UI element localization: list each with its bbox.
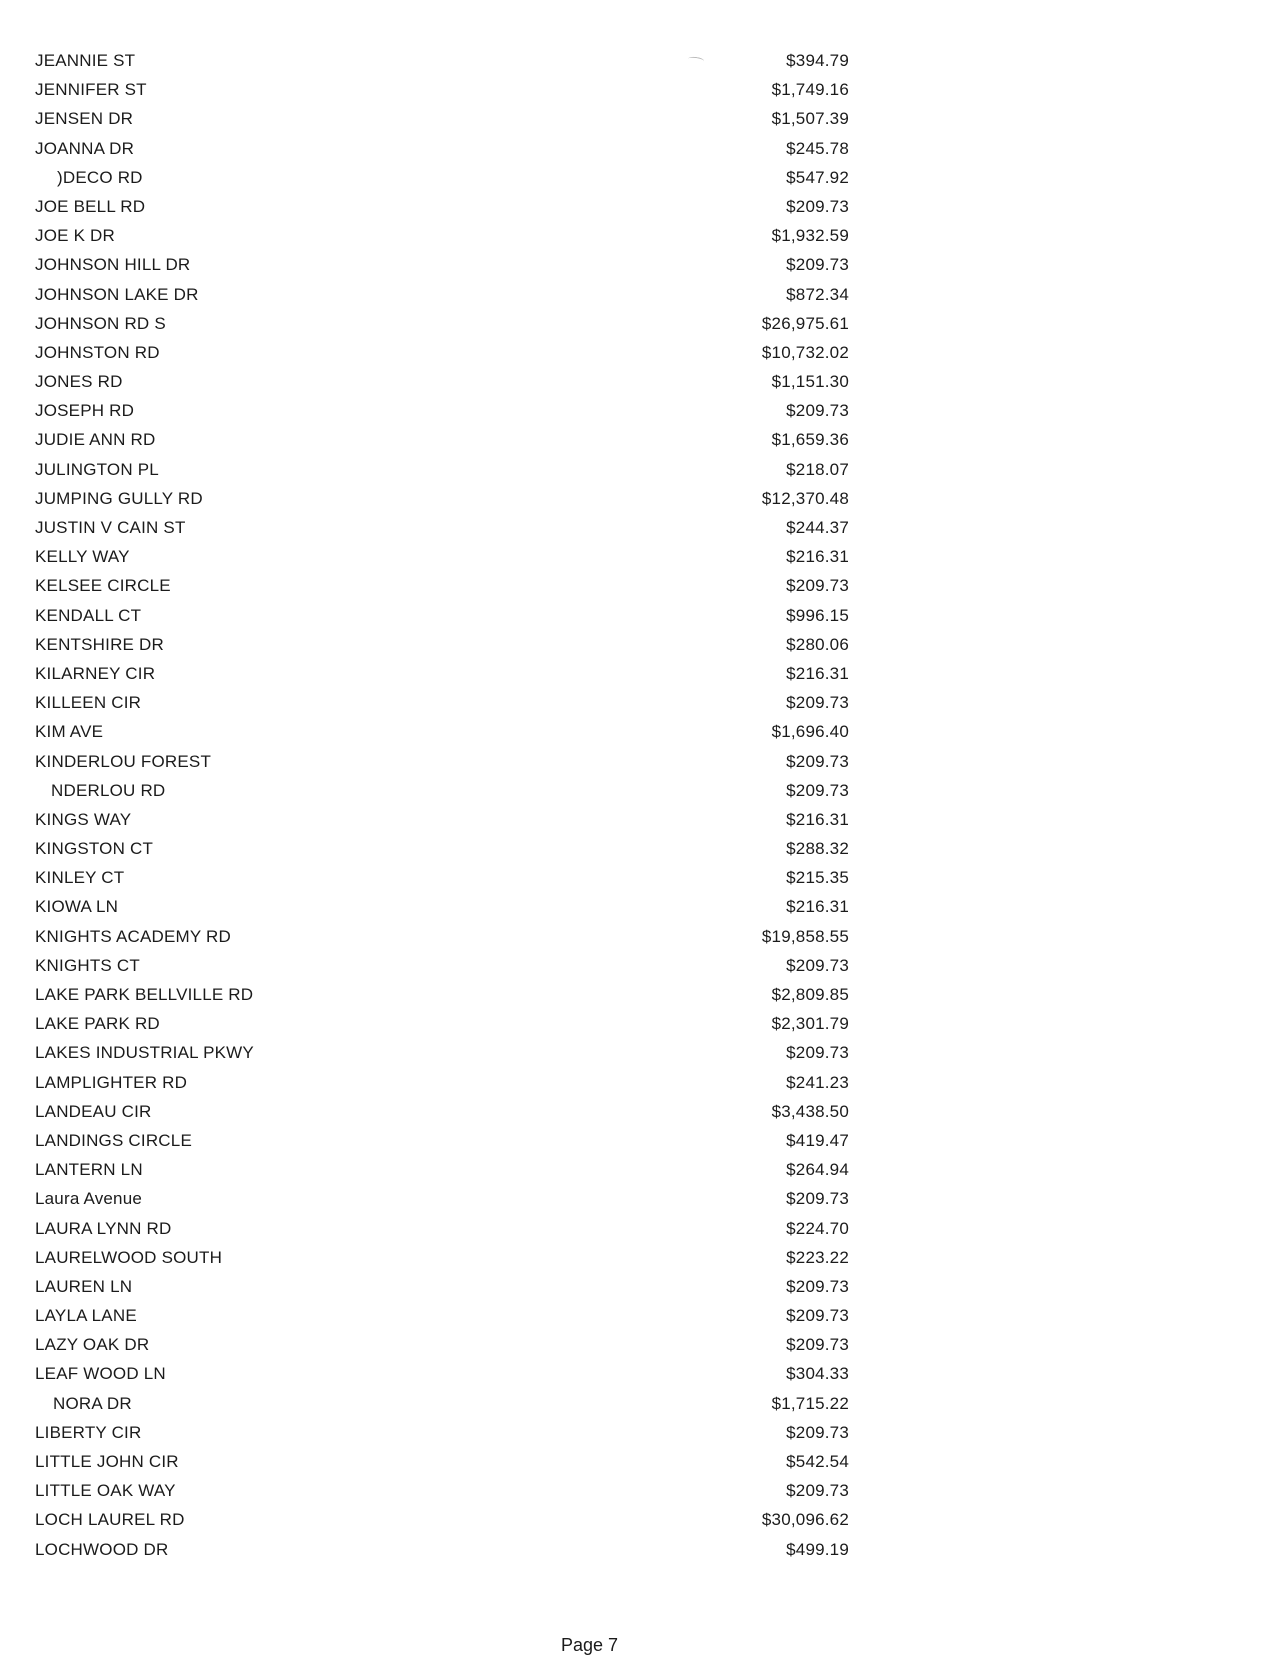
table-row: [35, 163, 849, 192]
amount-value: $209.73: [786, 1335, 849, 1355]
amount-value: $209.73: [786, 955, 849, 975]
amount-value: $10,732.02: [761, 342, 849, 362]
table-row: [35, 1476, 849, 1505]
amount-value: $209.73: [786, 751, 849, 771]
street-name: JOHNSON HILL DR: [35, 255, 191, 275]
table-row: [35, 1389, 849, 1418]
table-row: [35, 367, 849, 396]
table-row: [35, 776, 849, 805]
table-row: [35, 75, 849, 104]
amount-value: $288.32: [786, 839, 849, 859]
street-name: LEAF WOOD LN: [35, 1364, 166, 1384]
table-row: [35, 630, 849, 659]
table-row: [35, 1009, 849, 1038]
table-row: [35, 717, 849, 746]
table-row: [35, 1418, 849, 1447]
amount-value: $223.22: [786, 1247, 849, 1267]
table-row: [35, 338, 849, 367]
amount-value: $2,301.79: [771, 1014, 849, 1034]
street-name: JONES RD: [35, 372, 123, 392]
street-name: LANDEAU CIR: [35, 1101, 152, 1121]
street-name: LOCHWOOD DR: [35, 1539, 169, 1559]
table-row: [35, 1330, 849, 1359]
amount-value: $209.73: [786, 1481, 849, 1501]
street-amount-table: [35, 46, 849, 1564]
table-row: [35, 250, 849, 279]
table-row: [35, 1155, 849, 1184]
amount-value: $1,507.39: [771, 109, 849, 129]
table-row: [35, 484, 849, 513]
amount-value: $216.31: [786, 663, 849, 683]
street-name: LAURA LYNN RD: [35, 1218, 172, 1238]
amount-value: $19,858.55: [761, 926, 849, 946]
street-name: KELSEE CIRCLE: [35, 576, 171, 596]
table-row: [35, 1243, 849, 1272]
table-row: [35, 134, 849, 163]
street-name: LITTLE JOHN CIR: [35, 1452, 179, 1471]
street-name: JOE BELL RD: [35, 196, 146, 216]
street-name: LAKES INDUSTRIAL PKWY: [35, 1043, 254, 1063]
table-row: [35, 834, 849, 863]
page-number-footer: Page 7: [560, 1635, 619, 1655]
street-name: LAMPLIGHTER RD: [35, 1072, 188, 1092]
amount-value: $209.73: [786, 576, 849, 596]
amount-value: $542.54: [786, 1452, 849, 1471]
table-row: [35, 980, 849, 1009]
street-name: NDERLOU RD: [51, 780, 166, 800]
amount-value: $547.92: [786, 167, 849, 187]
amount-value: $30,096.62: [761, 1510, 849, 1530]
amount-value: $419.47: [786, 1130, 849, 1150]
street-name: KNIGHTS CT: [35, 955, 140, 975]
amount-value: $872.34: [786, 284, 849, 304]
amount-value: $1,749.16: [771, 80, 849, 100]
amount-value: $215.35: [786, 868, 849, 888]
table-row: [35, 396, 849, 425]
street-name: LAKE PARK BELLVILLE RD: [35, 985, 254, 1004]
street-name: KENDALL CT: [35, 605, 142, 625]
table-row: [35, 309, 849, 338]
table-row: [35, 863, 849, 892]
table-row: [35, 1214, 849, 1243]
street-name: KINGSTON CT: [35, 839, 154, 859]
amount-value: $1,151.30: [771, 372, 849, 392]
street-name: LAZY OAK DR: [35, 1335, 150, 1355]
street-name: KENTSHIRE DR: [35, 634, 164, 654]
table-row: [35, 951, 849, 980]
street-name: JUDIE ANN RD: [35, 430, 156, 450]
street-name: LAUREN LN: [35, 1276, 133, 1296]
street-name: JULINGTON PL: [35, 459, 159, 479]
street-name: KILLEEN CIR: [35, 693, 142, 713]
table-row: [35, 542, 849, 571]
street-name: JUMPING GULLY RD: [35, 488, 203, 508]
table-row: [35, 192, 849, 221]
amount-value: $996.15: [786, 605, 849, 625]
amount-value: $209.73: [786, 1043, 849, 1063]
street-name: JOANNA DR: [35, 138, 135, 158]
table-row: [35, 922, 849, 951]
street-name: NORA DR: [53, 1393, 132, 1413]
amount-value: $499.19: [786, 1539, 849, 1559]
street-name: JOSEPH RD: [35, 401, 135, 421]
table-row: [35, 1097, 849, 1126]
street-name: JOE K DR: [35, 226, 116, 246]
street-name: LAYLA LANE: [35, 1306, 137, 1326]
amount-value: $241.23: [786, 1072, 849, 1092]
table-row: [35, 221, 849, 250]
amount-value: $216.31: [786, 897, 849, 917]
table-row: [35, 805, 849, 834]
street-name: JOHNSTON RD: [35, 342, 160, 362]
amount-value: $209.73: [786, 1422, 849, 1442]
street-name: JEANNIE ST: [35, 51, 136, 70]
amount-value: $2,809.85: [771, 985, 849, 1004]
amount-value: $218.07: [786, 459, 849, 479]
table-row: [35, 1505, 849, 1534]
table-row: [35, 747, 849, 776]
street-name: JOHNSON LAKE DR: [35, 284, 199, 304]
amount-value: $1,659.36: [771, 430, 849, 450]
street-name: JENNIFER ST: [35, 80, 147, 100]
street-name: KINGS WAY: [35, 809, 132, 829]
amount-value: $224.70: [786, 1218, 849, 1238]
amount-value: $1,696.40: [771, 722, 849, 742]
street-name: KIM AVE: [35, 722, 104, 742]
table-row: [35, 601, 849, 630]
amount-value: $264.94: [786, 1160, 849, 1180]
street-name: LANDINGS CIRCLE: [35, 1130, 192, 1150]
table-row: [35, 1126, 849, 1155]
amount-value: $394.79: [786, 51, 849, 70]
street-name: LANTERN LN: [35, 1160, 143, 1180]
amount-value: $12,370.48: [761, 488, 849, 508]
table-row: [35, 1068, 849, 1097]
street-name: JUSTIN V CAIN ST: [35, 518, 186, 537]
street-name: KNIGHTS ACADEMY RD: [35, 926, 231, 946]
street-name: JOHNSON RD S: [35, 313, 166, 333]
street-name: LAKE PARK RD: [35, 1014, 160, 1034]
amount-value: $209.73: [786, 780, 849, 800]
amount-value: $209.73: [786, 255, 849, 275]
amount-value: $216.31: [786, 809, 849, 829]
amount-value: $245.78: [786, 138, 849, 158]
amount-value: $1,715.22: [771, 1393, 849, 1413]
amount-value: $209.73: [786, 196, 849, 216]
table-row: [35, 513, 849, 542]
amount-value: $26,975.61: [761, 313, 849, 333]
street-name: KELLY WAY: [35, 547, 130, 567]
street-name: KIOWA LN: [35, 897, 119, 917]
amount-value: $209.73: [786, 1306, 849, 1326]
street-name: KINLEY CT: [35, 868, 125, 888]
table-row: [35, 659, 849, 688]
street-name: Laura Avenue: [35, 1189, 143, 1209]
table-row: [35, 455, 849, 484]
table-row: [35, 1359, 849, 1388]
street-name: LIBERTY CIR: [35, 1422, 142, 1442]
amount-value: $216.31: [786, 547, 849, 567]
amount-value: $3,438.50: [771, 1101, 849, 1121]
amount-value: $209.73: [786, 1276, 849, 1296]
amount-value: $209.73: [786, 401, 849, 421]
amount-value: $209.73: [786, 693, 849, 713]
table-row: [35, 1038, 849, 1067]
table-row: [35, 1535, 849, 1564]
amount-value: $1,932.59: [771, 226, 849, 246]
table-row: [35, 1301, 849, 1330]
street-name: LOCH LAUREL RD: [35, 1510, 185, 1530]
street-name: KILARNEY CIR: [35, 663, 156, 683]
amount-value: $304.33: [786, 1364, 849, 1384]
table-row: [35, 425, 849, 454]
amount-value: $209.73: [786, 1189, 849, 1209]
table-row: [35, 1272, 849, 1301]
street-name: LAURELWOOD SOUTH: [35, 1247, 223, 1267]
street-name: LITTLE OAK WAY: [35, 1481, 176, 1501]
table-row: [35, 280, 849, 309]
street-name: KINDERLOU FOREST: [35, 751, 212, 771]
table-row: [35, 1447, 849, 1476]
table-row: [35, 46, 849, 75]
street-name: )DECO RD: [57, 167, 143, 187]
table-row: [35, 1184, 849, 1213]
table-row: [35, 688, 849, 717]
table-row: [35, 571, 849, 600]
street-name: JENSEN DR: [35, 109, 134, 129]
table-row: [35, 892, 849, 921]
table-row: [35, 104, 849, 133]
amount-value: $280.06: [786, 634, 849, 654]
amount-value: $244.37: [786, 518, 849, 537]
